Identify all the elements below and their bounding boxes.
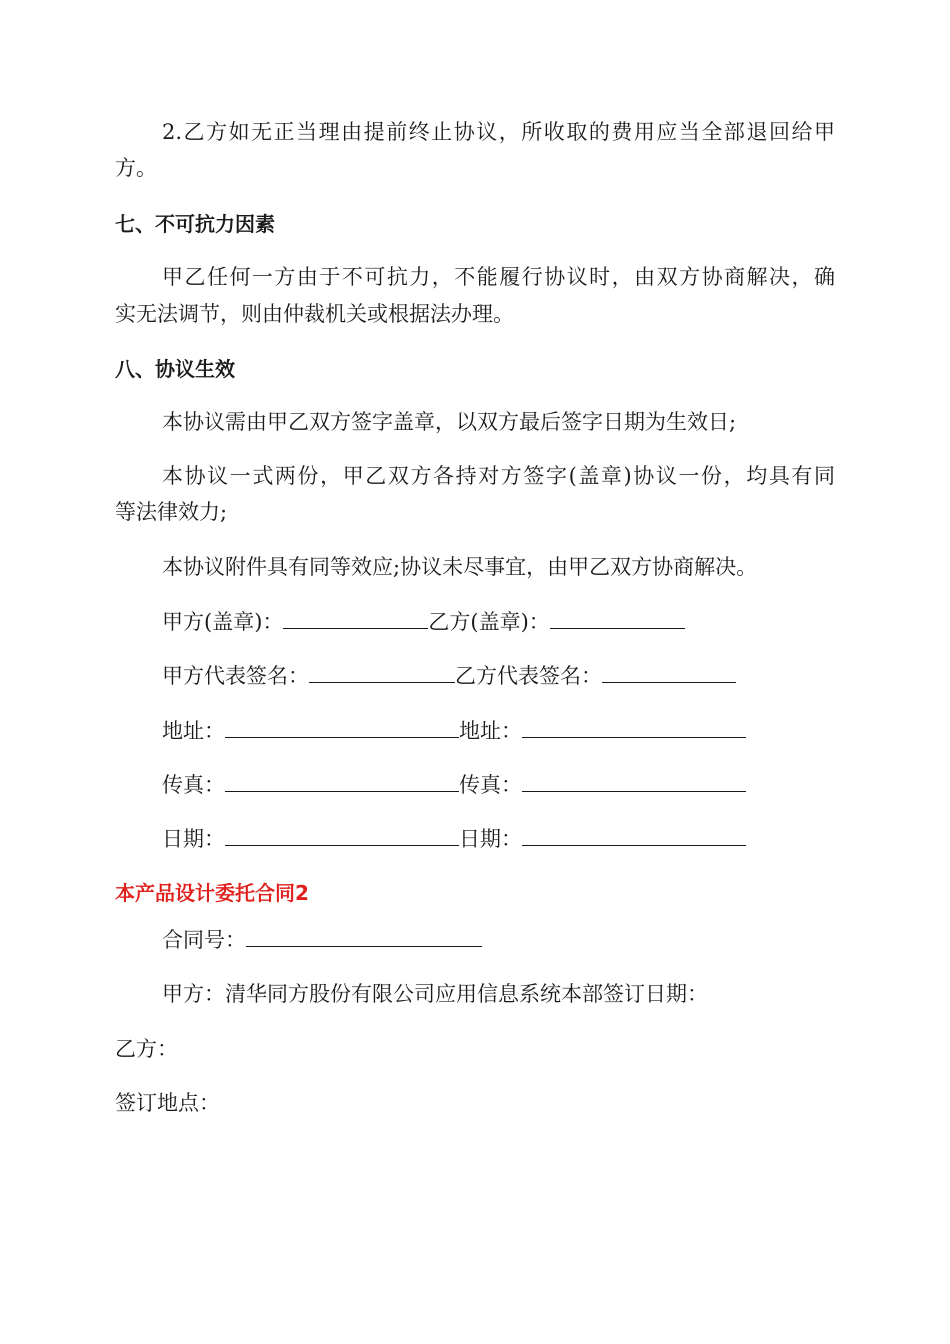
contract2-number-row: [162, 924, 882, 955]
address-a-blank[interactable]: [225, 715, 459, 738]
date-b-blank[interactable]: [522, 823, 746, 846]
contract-number-label: 合同号：: [162, 928, 246, 952]
party-a-seal-blank[interactable]: [283, 606, 428, 629]
address-b-label: 地址：: [459, 719, 522, 743]
signature-row-seal: [162, 606, 882, 637]
section8-para1: 本协议需由甲乙双方签字盖章，以双方最后签字日期为生效日;: [162, 410, 737, 434]
fax-a-label: 传真：: [162, 773, 225, 797]
contract2-title: 本产品设计委托合同2: [115, 881, 309, 905]
date-b-label: 日期：: [459, 827, 522, 851]
section8-heading: 八、协议生效: [115, 357, 235, 381]
signature-row-rep: [162, 660, 882, 691]
party-b-seal-label: 乙方(盖章)：: [428, 610, 550, 634]
contract-number-blank[interactable]: [246, 924, 482, 947]
section7-para-line1: 甲乙任何一方由于不可抗力，不能履行协议时，由双方协商解决，确: [162, 265, 835, 289]
contract2-sign-place: 签订地点：: [115, 1091, 220, 1115]
party-a-rep-label: 甲方代表签名：: [162, 664, 309, 688]
section7-para-line2: 实无法调节，则由仲裁机关或根据法办理。: [115, 302, 514, 326]
party-b-seal-blank[interactable]: [550, 606, 685, 629]
date-a-label: 日期：: [162, 827, 225, 851]
signature-row-date: [162, 823, 882, 854]
fax-a-blank[interactable]: [225, 769, 459, 792]
address-b-blank[interactable]: [522, 715, 746, 738]
party-a-seal-label: 甲方(盖章)：: [162, 610, 284, 634]
section6-item2-line1: 2.乙方如无正当理由提前终止协议，所收取的费用应当全部退回给甲: [162, 120, 835, 144]
contract2-party-a: 甲方：清华同方股份有限公司应用信息系统本部签订日期：: [162, 982, 708, 1006]
section8-para3: 本协议附件具有同等效应;协议未尽事宜，由甲乙双方协商解决。: [162, 555, 758, 579]
section7-heading: 七、不可抗力因素: [115, 212, 275, 236]
fax-b-label: 传真：: [459, 773, 522, 797]
party-b-rep-label: 乙方代表签名：: [455, 664, 602, 688]
section8-para2-line2: 等法律效力;: [115, 500, 228, 524]
signature-row-fax: [162, 769, 882, 800]
contract2-party-b: 乙方：: [115, 1037, 178, 1061]
date-a-blank[interactable]: [225, 823, 459, 846]
section6-item2-line2: 方。: [115, 156, 157, 180]
signature-row-address: [162, 715, 882, 746]
fax-b-blank[interactable]: [522, 769, 746, 792]
address-a-label: 地址：: [162, 719, 225, 743]
party-a-rep-blank[interactable]: [309, 660, 455, 683]
section8-para2-line1: 本协议一式两份，甲乙双方各持对方签字(盖章)协议一份，均具有同: [162, 464, 835, 488]
party-b-rep-blank[interactable]: [602, 660, 736, 683]
